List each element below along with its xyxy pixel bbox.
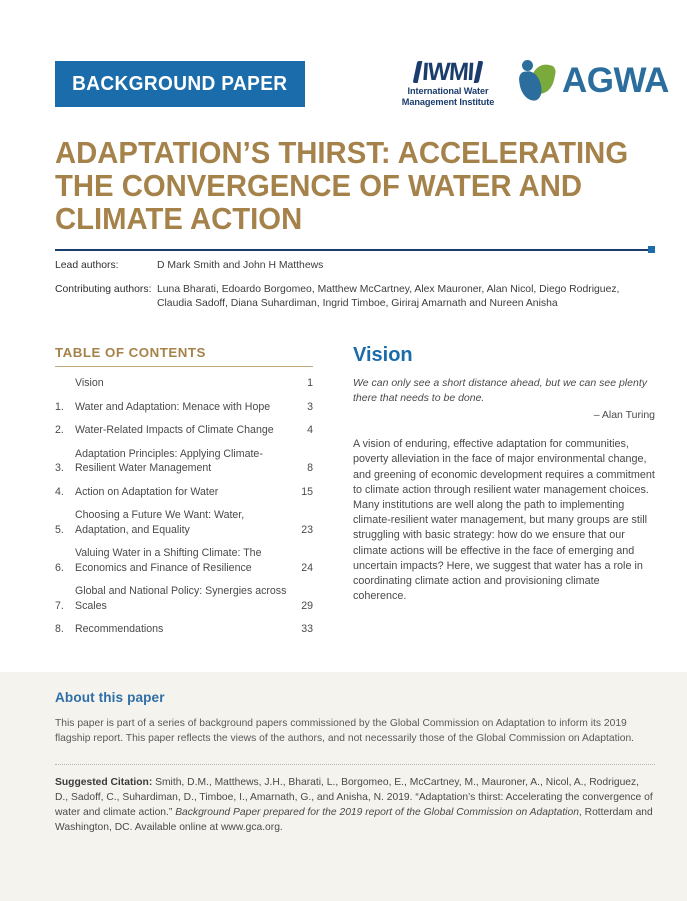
contributing-authors-row <box>55 283 655 311</box>
iwmi-wordmark-graphic <box>388 57 508 86</box>
table-of-contents <box>55 345 313 646</box>
toc-item-number: 1. <box>55 400 64 413</box>
toc-heading: TABLE OF CONTENTS <box>55 345 206 360</box>
citation-divider <box>55 764 655 766</box>
toc-item-label: Choosing a Future We Want: Water, Adaptation, and Equality <box>75 509 245 536</box>
toc-item-number: 7. <box>55 599 64 612</box>
toc-item-number: 3. <box>55 462 64 474</box>
citation-italic-title: Background Paper prepared for the 2019 report of the Global Commission on Adaptation <box>175 807 579 818</box>
toc-item[interactable] <box>55 546 313 575</box>
about-body-text: This paper is part of a series of background papers commissioned by the Global Commission on Adaptation to inform its 2019 flagship report. This paper reflects the views of the authors, and not necessarily those of the Global Commission on Adaptation. <box>55 718 635 744</box>
toc-item[interactable] <box>55 584 313 613</box>
toc-item-page-number: 1 <box>307 377 313 389</box>
agwa-head-dot <box>522 60 533 71</box>
authors-block <box>55 259 655 321</box>
toc-item-page-number: 23 <box>301 523 313 536</box>
iwmi-logo <box>388 57 508 108</box>
toc-item-label: Vision <box>75 377 104 389</box>
lead-authors-value: D Mark Smith and John H Matthews <box>157 260 324 271</box>
toc-item[interactable] <box>55 400 313 415</box>
toc-item[interactable] <box>55 485 313 500</box>
about-this-paper-panel <box>0 672 687 901</box>
vision-epigraph: We can only see a short distance ahead, but we can see plenty there that needs to be done. <box>353 377 647 404</box>
iwmi-right-tick-icon <box>473 61 483 83</box>
toc-item-label: Recommendations <box>75 623 164 635</box>
page-title: ADAPTATION’S THIRST: ACCELERATING THE CONVERGENCE OF WATER AND CLIMATE ACTION <box>55 136 629 236</box>
iwmi-name-line-1: International Water <box>407 86 489 96</box>
agwa-wordmark-text: AGWA <box>562 61 669 100</box>
lead-authors-row <box>55 259 655 273</box>
toc-item[interactable] <box>55 508 313 537</box>
citation-text-part-1: Smith, D.M., Matthews, J.H., Bharati, L., Borgomeo, E., McCartney, M., Mauroner, A., Nicol, A., Rodriguez, D., Sadoff, C., Suhardiman, D., Timboe, I., Amarnath, G., and Anisha, N. 2019. “Adaptation’s thirst: Accelerating the convergence of water and climate action.” <box>55 777 653 818</box>
contributing-authors-label: Contributing authors: <box>55 284 152 295</box>
toc-item-page-number: 8 <box>307 462 313 474</box>
citation-text-part-2: , Rotterdam and Washington, DC. Available online at www.gca.org. <box>55 807 653 833</box>
iwmi-name-line-2: Management Institute <box>401 97 495 107</box>
toc-item-label: Adaptation Principles: Applying Climate-Resilient Water Management <box>75 447 263 474</box>
background-paper-badge <box>55 61 305 107</box>
toc-list <box>55 376 313 637</box>
contributing-authors-value: Luna Bharati, Edoardo Borgomeo, Matthew McCartney, Alex Mauroner, Alan Nicol, Diego Rodriguez, Claudia Sadoff, Diana Suhardiman, Ingrid Timboe, Giriraj Amarnath and Nureen Anisha <box>157 284 620 309</box>
toc-item-label: Water and Adaptation: Menace with Hope <box>75 400 271 413</box>
toc-item[interactable] <box>55 622 313 637</box>
vision-body-text: A vision of enduring, effective adaptation for communities, poverty alleviation in the face of major environmental change, and greening of economic development requires a commitment to climate action through resilient water management choices. Many institutions are well along the path to implementing climate-resilient water management, but many groups are still struggling with basic strategy: how do we ensure that our climate actions will be effective in the face of emerging and uncertain impacts? Here, we suggest that water has a role in coordinating climate action and provisioning climate coherence. <box>353 438 655 603</box>
agwa-figure-icon <box>518 58 556 104</box>
toc-item-label: Global and National Policy: Synergies across Scales <box>75 585 287 612</box>
toc-item-number: 5. <box>55 523 64 536</box>
toc-item-label: Water-Related Impacts of Climate Change <box>75 424 274 436</box>
toc-item-page-number: 24 <box>301 561 313 574</box>
title-divider <box>55 246 655 254</box>
toc-item-page-number: 4 <box>307 424 313 436</box>
toc-item-number: 2. <box>55 424 64 436</box>
vision-section <box>353 343 655 604</box>
toc-divider <box>55 366 313 367</box>
toc-item-page-number: 33 <box>301 623 313 635</box>
vision-epigraph-attribution: – Alan Turing <box>593 409 655 422</box>
citation-label: Suggested Citation: <box>55 777 153 788</box>
toc-item[interactable] <box>55 423 313 438</box>
toc-item-page-number: 3 <box>307 400 313 413</box>
agwa-logo <box>518 58 669 104</box>
document-header <box>0 0 687 120</box>
toc-item-number: 6. <box>55 561 64 574</box>
about-heading: About this paper <box>55 690 165 705</box>
toc-item-label: Valuing Water in a Shifting Climate: The Economics and Finance of Resilience <box>75 547 262 574</box>
toc-item-page-number: 29 <box>301 599 313 612</box>
toc-item[interactable] <box>55 376 313 391</box>
toc-item-number: 4. <box>55 485 64 498</box>
divider-line <box>55 249 651 251</box>
divider-end-dot <box>648 246 655 253</box>
suggested-citation <box>55 775 655 835</box>
toc-item-label: Action on Adaptation for Water <box>75 485 219 498</box>
lead-authors-label: Lead authors: <box>55 260 119 271</box>
toc-item-page-number: 15 <box>301 485 313 498</box>
toc-item[interactable] <box>55 447 313 476</box>
background-paper-badge-label: BACKGROUND PAPER <box>72 72 288 95</box>
toc-item-number: 8. <box>55 623 64 635</box>
vision-heading: Vision <box>353 344 413 366</box>
iwmi-wordmark-text: IWMI <box>421 58 475 86</box>
